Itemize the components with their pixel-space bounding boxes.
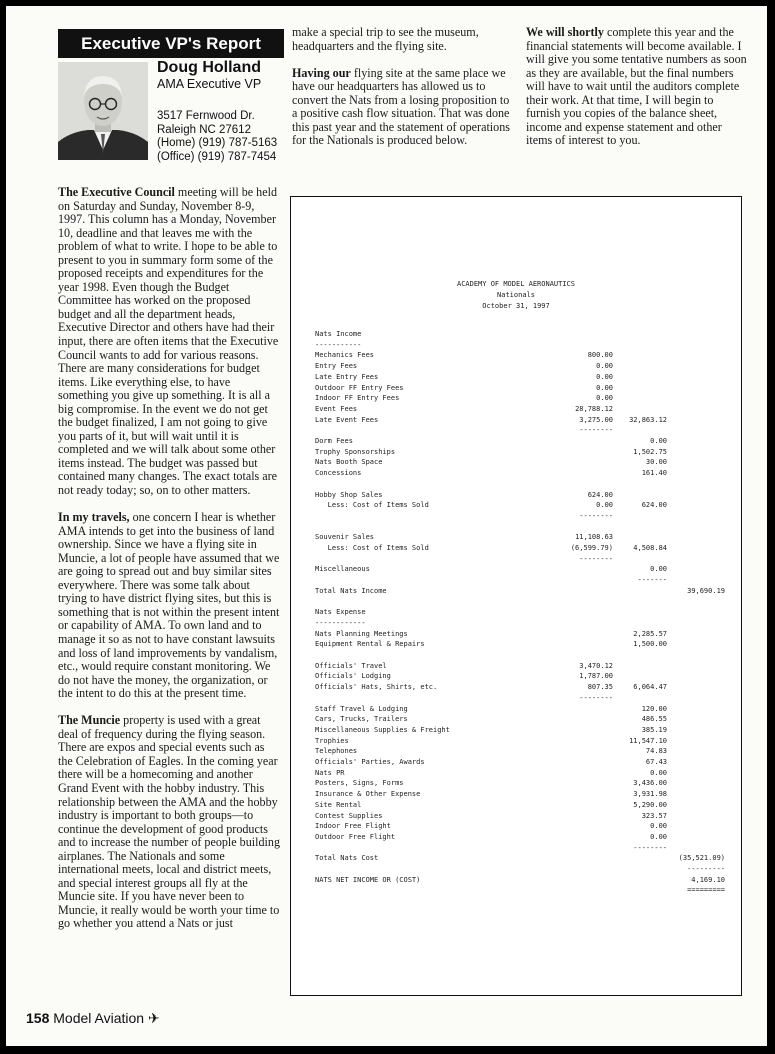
- statement-row-label: Total Nats Cost: [315, 854, 379, 863]
- statement-row: [291, 714, 741, 724]
- statement-row: [291, 682, 741, 692]
- statement-row: [291, 661, 741, 671]
- statement-row: [291, 650, 741, 660]
- paragraph-lead: We will shortly: [526, 25, 604, 39]
- paragraph-muncie: [58, 714, 280, 931]
- statement-row: [291, 693, 741, 703]
- paragraph-flying-site: [292, 67, 510, 148]
- statement-row: [291, 618, 741, 628]
- statement-row: [291, 821, 741, 831]
- statement-row: [291, 671, 741, 681]
- statement-row-label: Officials' Hats, Shirts, etc.: [315, 683, 438, 692]
- statement-row: [291, 875, 741, 885]
- statement-row: [291, 575, 741, 585]
- paragraph-continuation: [292, 26, 510, 53]
- statement-detail-amount: --------: [579, 693, 613, 702]
- statement-row-label: Officials' Parties, Awards: [315, 758, 425, 766]
- paragraph-body: complete this year and the financial statements will become available. I will give you some tentative numbers as soon as they are available, but the final numbers will have to wait until the auditors complete their work. At that time, I will begin to furnish you copies of the balance sheet, income and expense statement and other items of interest to you.: [526, 25, 747, 148]
- author-name: Doug Holland: [157, 59, 261, 76]
- statement-date: October 31, 1997: [482, 302, 550, 310]
- statement-row: [291, 361, 741, 371]
- statement-row-label: Miscellaneous: [315, 565, 370, 574]
- statement-detail-amount: (6,599.79): [570, 544, 613, 552]
- column-banner: Executive VP's Report: [58, 29, 284, 58]
- statement-row-label: Nats PR: [315, 768, 345, 777]
- statement-detail-amount: 0.00: [596, 501, 613, 510]
- statement-detail-amount: 624.00: [587, 490, 613, 499]
- statement-total-amount: (35,521.09): [678, 854, 725, 863]
- paragraph-body: meeting will be held on Saturday and Sunday, November 8-9, 1997. This column has a Monday, November 10, deadline and that leaves me with the problem of what to write. I hope to be able to present to you in summary form some of the proposed receipts and expenditures for the year 1998. Even though the Budget Committee has worked on the proposed budget and all the department heads, Executive Director and others have had their input, there are often items that the Executive Council wants to add for various reasons. There are many considerations for budget items. Like everything else, to have something you give up something. It is all a big compromise. In the event we do not get the budget finalized, I am not going to give you parts of it, but will wait until it is completed and we will talk about some other items instead. The budget was passed but contained many changes. The exact totals are not ready today; so, on to other matters.: [58, 185, 279, 498]
- statement-row: [291, 468, 741, 478]
- statement-row: [291, 843, 741, 853]
- statement-row: [291, 500, 741, 510]
- statement-row: [291, 746, 741, 756]
- statement-row: [291, 864, 741, 874]
- paragraph-body: one concern I hear is whether AMA intends to get into the business of land ownership. Since we have a flying site in Muncie, a lot of people have assumed that we are going to spread out and buy similar sites everywhere. There was some talk about trying to have district flying sites, but this is something that is not within the present intent or capability of AMA. To own land and to manage it so as not to have constant lawsuits and loss of land improvements by vandalism, etc., would require constant monitoring. We do not have the money, the organization, or the intent to do this at the present time.: [58, 510, 280, 701]
- statement-subtotal-amount: 120.00: [641, 704, 667, 713]
- statement-row: [291, 532, 741, 542]
- statement-row: [291, 885, 741, 895]
- statement-detail-amount: --------: [579, 554, 613, 563]
- statement-row: [291, 329, 741, 339]
- author-portrait-illustration: [58, 62, 148, 160]
- statement-detail-amount: 1,787.00: [579, 672, 613, 681]
- statement-row: [291, 725, 741, 735]
- article-column-1: [58, 186, 280, 944]
- statement-row: [291, 597, 741, 607]
- statement-row-label: Event Fees: [315, 404, 358, 413]
- statement-row-label: Souvenir Sales: [315, 533, 375, 542]
- statement-subtotal-amount: 0.00: [650, 822, 667, 831]
- statement-row-label: Less: Cost of Items Sold: [315, 544, 429, 552]
- statement-row-label: Indoor FF Entry Fees: [315, 394, 400, 403]
- statement-row-label: Nats Planning Meetings: [315, 629, 408, 638]
- statement-subtotal-amount: 5,290.00: [633, 800, 667, 809]
- statement-row-label: Less: Cost of Items Sold: [315, 501, 429, 510]
- statement-row-label: Total Nats Income: [315, 586, 387, 595]
- statement-subtotal-amount: 4,508.84: [633, 544, 667, 552]
- statement-row-label: Mechanics Fees: [315, 351, 375, 360]
- statement-total-amount: ---------: [687, 865, 725, 873]
- statement-row-label: -----------: [315, 340, 362, 349]
- article-column-3: [526, 26, 748, 161]
- statement-subtotal-amount: 624.00: [641, 501, 667, 510]
- statement-row-label: Site Rental: [315, 800, 362, 809]
- statement-row: [291, 757, 741, 767]
- statement-row-label: Posters, Signs, Forms: [315, 779, 404, 788]
- paragraph-executive-council: [58, 186, 280, 498]
- statement-row: [291, 383, 741, 393]
- statement-subtotal-amount: 3,931.98: [633, 790, 667, 799]
- statement-detail-amount: 28,788.12: [575, 404, 613, 413]
- paragraph-travels: [58, 511, 280, 701]
- statement-row-label: Nats Expense: [315, 608, 366, 617]
- statement-row-label: Hobby Shop Sales: [315, 490, 383, 499]
- paragraph-body: flying site at the same place we have our headquarters has allowed us to convert the Nats from a losing proposition to a positive cash flow situation. That was done this past year and the statement of operations for the Nationals is produced below.: [292, 65, 510, 148]
- statement-row-label: Entry Fees: [315, 362, 358, 371]
- statement-detail-amount: 0.00: [596, 362, 613, 371]
- statement-row: [291, 404, 741, 414]
- statement-row-label: Officials' Travel: [315, 661, 387, 670]
- statement-row: [291, 800, 741, 810]
- statement-row: [291, 340, 741, 350]
- home-phone: (Home) (919) 787-5163: [157, 137, 278, 150]
- statement-subtotal-amount: -------: [637, 576, 667, 585]
- statement-row: [291, 789, 741, 799]
- magazine-page: [6, 6, 767, 1046]
- statement-detail-amount: --------: [579, 426, 613, 435]
- statement-row: [291, 415, 741, 425]
- statement-subtitle: Nationals: [497, 291, 535, 299]
- statement-row: [291, 736, 741, 746]
- statement-detail-amount: 11,108.63: [575, 533, 613, 542]
- statement-detail-amount: --------: [579, 511, 613, 520]
- statement-detail-amount: 0.00: [596, 383, 613, 392]
- paragraph-lead: The Muncie: [58, 713, 121, 728]
- statement-row-label: Nats Booth Space: [315, 458, 383, 467]
- address-line-2: Raleigh NC 27612: [157, 123, 251, 136]
- paragraph-financial-statements: [526, 26, 748, 148]
- statement-row: [291, 768, 741, 778]
- statement-detail-amount: 0.00: [596, 394, 613, 403]
- statement-subtotal-amount: 67.43: [645, 758, 667, 766]
- statement-detail-amount: 807.35: [587, 683, 613, 692]
- statement-subtotal-amount: 11,547.10: [629, 736, 667, 745]
- statement-row-label: Outdoor FF Entry Fees: [315, 383, 404, 392]
- statement-subtotal-amount: 0.00: [650, 768, 667, 777]
- paragraph-body: property is used with a great deal of frequency during the flying season. There are expos and special events such as the Celebration of Eagles. In the coming year there will be a homecoming and another Grand Event with the hobby industry. This relationship between the AMA and the hobby industry is important to both groups—to continue the development of good products and to increase the number of people building airplanes. The Nationals and some international meets, local and district meets, and special interest groups all fly at the Muncie site. If you have never been to Muncie, it really would be worth your time to go whether you attend a Nats or just: [58, 713, 280, 931]
- paragraph-lead: The Executive Council: [58, 185, 175, 199]
- statement-row-label: NATS NET INCOME OR (COST): [315, 875, 421, 884]
- statement-row: [291, 447, 741, 457]
- author-title: AMA Executive VP: [157, 77, 262, 91]
- author-photo: [58, 62, 148, 160]
- statement-row: [291, 522, 741, 532]
- author-address: [157, 110, 287, 164]
- statement-detail-amount: 800.00: [587, 351, 613, 360]
- address-line-1: 3517 Fernwood Dr.: [157, 110, 255, 122]
- statement-row: [291, 425, 741, 435]
- statement-row-label: Miscellaneous Supplies & Freight: [315, 725, 450, 734]
- statement-subtotal-amount: 385.19: [641, 725, 667, 734]
- statement-subtotal-amount: 0.00: [650, 437, 667, 445]
- office-phone: (Office) (919) 787-7454: [157, 150, 277, 163]
- statement-row: [291, 704, 741, 714]
- page-footer: [26, 1010, 160, 1027]
- statement-row: [291, 778, 741, 788]
- statement-row: [291, 586, 741, 596]
- statement-row-label: Late Entry Fees: [315, 372, 379, 381]
- statement-detail-amount: 3,470.12: [579, 661, 613, 670]
- statement-subtotal-amount: 2,285.57: [633, 629, 667, 638]
- statement-subtotal-amount: 32,863.12: [629, 415, 667, 424]
- statement-subtotal-amount: 0.00: [650, 565, 667, 574]
- statement-row: [291, 511, 741, 521]
- statement-subtotal-amount: 1,502.75: [633, 447, 667, 456]
- statement-subtotal-amount: 1,500.00: [633, 640, 667, 649]
- page-number: 158: [26, 1010, 50, 1026]
- statement-row-label: Concessions: [315, 469, 362, 478]
- paragraph-lead: Having our: [292, 65, 351, 80]
- statement-row-label: Telephones: [315, 747, 358, 756]
- statement-row: [291, 372, 741, 382]
- paragraph-body: make a special trip to see the museum, headquarters and the flying site.: [292, 25, 479, 53]
- statement-row: [291, 350, 741, 360]
- statement-row: [291, 393, 741, 403]
- statement-row-label: Trophy Sponsorships: [315, 447, 396, 456]
- statement-row-label: Late Event Fees: [315, 415, 379, 424]
- statement-row: [291, 639, 741, 649]
- author-block: [157, 59, 287, 164]
- nats-financial-statement: [290, 196, 742, 996]
- statement-row-label: Indoor Free Flight: [315, 822, 391, 831]
- statement-row-label: ------------: [315, 618, 366, 627]
- statement-row-label: Dorm Fees: [315, 437, 353, 445]
- statement-row-label: Outdoor Free Flight: [315, 832, 396, 841]
- statement-subtotal-amount: 161.40: [641, 469, 667, 478]
- statement-row: [291, 832, 741, 842]
- statement-row: [291, 436, 741, 446]
- magazine-name: Model Aviation: [53, 1010, 145, 1026]
- statement-subtotal-amount: 6,064.47: [633, 683, 667, 692]
- statement-row: [291, 629, 741, 639]
- statement-detail-amount: 0.00: [596, 372, 613, 381]
- airplane-icon: ✈: [147, 1010, 160, 1026]
- statement-subtotal-amount: 3,436.00: [633, 779, 667, 788]
- statement-row: [291, 811, 741, 821]
- statement-subtotal-amount: 0.00: [650, 832, 667, 841]
- statement-row-label: Cars, Trucks, Trailers: [315, 715, 408, 724]
- statement-row: [291, 564, 741, 574]
- statement-total-amount: 4,169.10: [691, 875, 725, 884]
- statement-subtotal-amount: --------: [633, 843, 667, 852]
- statement-row: [291, 543, 741, 553]
- statement-row-label: Staff Travel & Lodging: [315, 704, 408, 713]
- statement-subtotal-amount: 74.83: [645, 747, 667, 756]
- statement-subtotal-amount: 323.57: [641, 811, 667, 820]
- statement-total-amount: =========: [687, 886, 725, 895]
- statement-row: [291, 554, 741, 564]
- statement-row-label: Trophies: [315, 736, 349, 745]
- statement-org-title: ACADEMY OF MODEL AERONAUTICS: [456, 280, 575, 288]
- statement-row-label: Nats Income: [315, 330, 362, 338]
- statement-detail-amount: 3,275.00: [579, 415, 613, 424]
- statement-row-label: Insurance & Other Expense: [315, 790, 421, 799]
- statement-row: [291, 479, 741, 489]
- article-column-2: [292, 26, 510, 161]
- statement-row-label: Equipment Rental & Repairs: [315, 640, 425, 649]
- paragraph-lead: In my travels,: [58, 510, 130, 525]
- statement-subtotal-amount: 486.55: [641, 715, 667, 724]
- statement-subtotal-amount: 30.00: [645, 458, 667, 467]
- statement-row-label: Officials' Lodging: [315, 672, 391, 681]
- statement-row-label: Contest Supplies: [315, 811, 383, 820]
- statement-row: [291, 490, 741, 500]
- statement-row: [291, 457, 741, 467]
- statement-row: [291, 607, 741, 617]
- statement-row: [291, 853, 741, 863]
- statement-total-amount: 39,690.19: [687, 586, 725, 595]
